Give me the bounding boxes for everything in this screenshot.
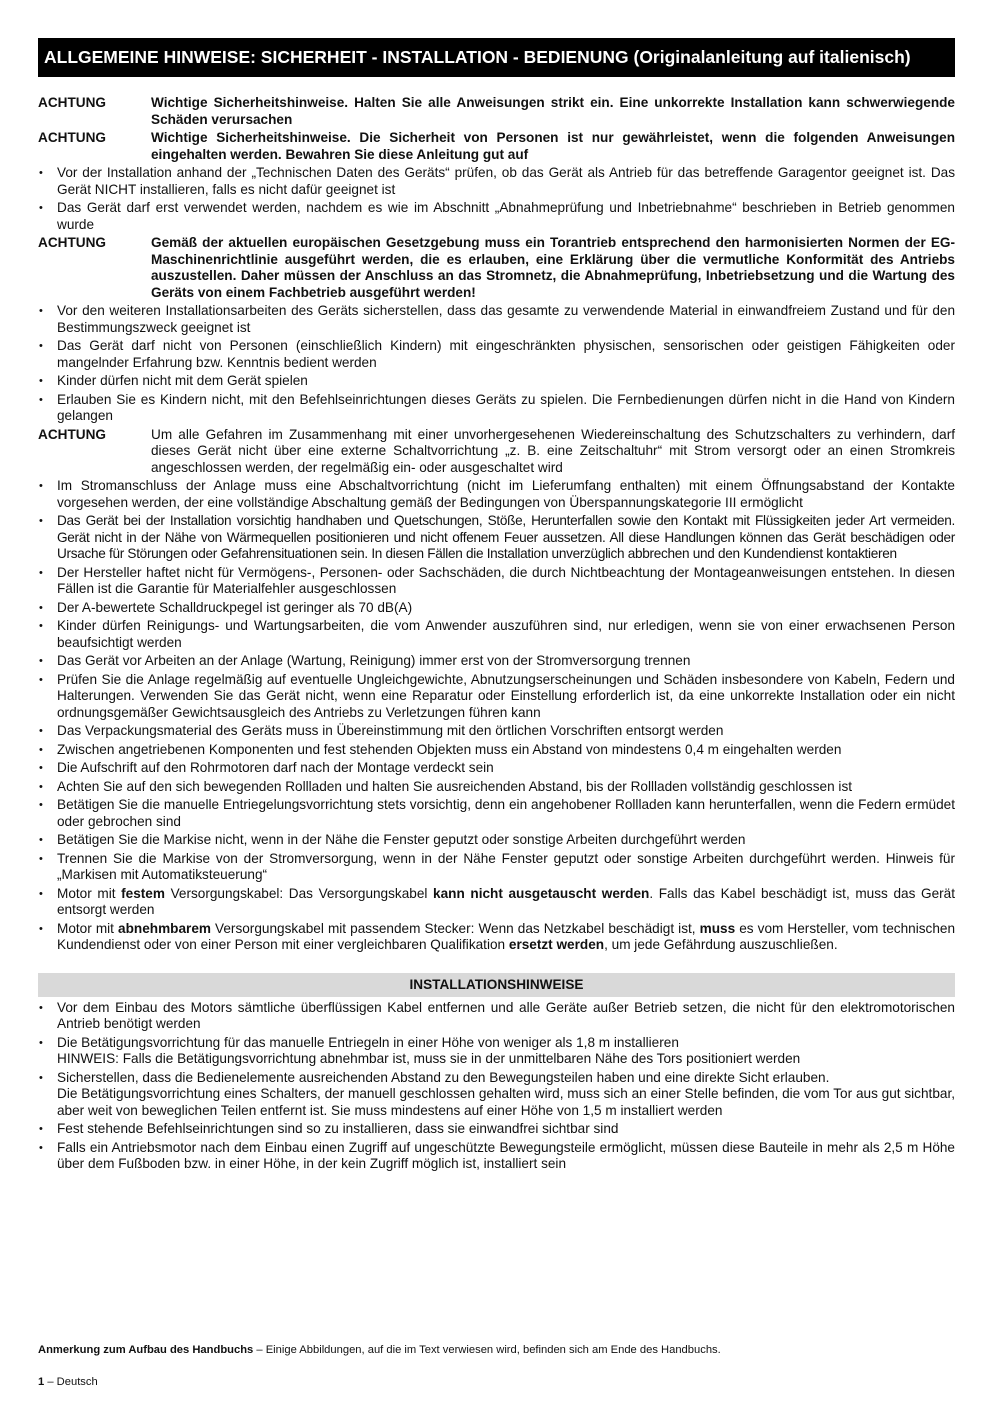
warning-label: ACHTUNG bbox=[38, 426, 106, 442]
list-item bbox=[38, 565, 955, 598]
bullet-icon: • bbox=[39, 725, 43, 737]
text-run: Motor mit bbox=[57, 920, 119, 936]
bullet-icon: • bbox=[39, 762, 43, 774]
text-run: . Falls das Kabel beschädigt ist, muss das Gerät entsorgt werden bbox=[57, 885, 956, 917]
bullet-icon: • bbox=[39, 515, 43, 527]
emphasis-not-replaceable: kann nicht ausgetauscht werden bbox=[433, 885, 650, 901]
bullet-icon: • bbox=[39, 305, 43, 317]
list-item-text: Erlauben Sie es Kindern nicht, mit den Befehlseinrichtungen dieses Geräts zu spielen. Die Fernbedienungen dürfen nicht in die Hand von Kindern gelangen bbox=[57, 391, 955, 423]
list-item-text: Der Hersteller haftet nicht für Vermögens-, Personen- oder Sachschäden, die durch Nichtbeachtung der Montageanweisungen entstehen. In diesen Fällen ist die Garantie für Materialfehler ausgeschlossen bbox=[57, 564, 955, 596]
bullet-icon: • bbox=[39, 1036, 43, 1049]
bullet-icon: • bbox=[39, 780, 43, 793]
list-item bbox=[38, 1121, 955, 1138]
text-line: Die Betätigungsvorrichtung eines Schalters, der manuell geschlossen gehalten wird, muss sich an einer Stelle befinden, die vom Tor aus gut sichtbar, aber weit von beweglichen Teilen entfernt ist. Sie muss mindestens auf einer Höhe von 1,5 m installiert werden bbox=[57, 1086, 955, 1118]
list-item bbox=[38, 478, 955, 511]
page-title: ALLGEMEINE HINWEISE: SICHERHEIT - INSTALLATION - BEDIENUNG (Originalanleitung auf italienisch) bbox=[38, 38, 955, 77]
list-item-text bbox=[57, 921, 955, 954]
list-item-text: Das Gerät darf nicht von Personen (einschließlich Kindern) mit eingeschränkten physischen, sensorischen oder geistigen Fähigkeiten oder mangelnder Erfahrung bzw. Kenntnis bedient werden bbox=[57, 338, 955, 370]
bullet-icon: • bbox=[39, 375, 43, 387]
bullet-icon: • bbox=[39, 834, 43, 846]
list-item bbox=[38, 513, 955, 563]
list-item-text: Im Stromanschluss der Anlage muss eine Abschaltvorrichtung (nicht im Lieferumfang enthalten) mit einem Öffnungsabstand der Kontakte vorgesehen werden, der eine vollständige Abschaltung gemäß der Bedingungen von Überspannungskategorie III ermöglicht bbox=[57, 478, 955, 510]
list-item-text: Zwischen angetriebenen Komponenten und fest stehenden Objekten muss ein Abstand von mindestens 0,4 m eingehalten werden bbox=[57, 741, 842, 757]
list-item bbox=[38, 851, 955, 884]
list-item-text: Vor der Installation anhand der „Technischen Daten des Geräts“ prüfen, ob das Gerät als Antrieb für das betreffende Garagentor geeignet ist. Das Gerät NICHT installieren, falls es nicht dafür geeignet ist bbox=[57, 165, 955, 197]
text-line: Die Betätigungsvorrichtung für das manuelle Entriegeln in einer Höhe von weniger als 1,8 m installieren bbox=[57, 1034, 679, 1050]
bullet-icon: • bbox=[39, 393, 43, 406]
note-label: Anmerkung zum Aufbau des Handbuchs bbox=[38, 1344, 254, 1356]
bullet-icon: • bbox=[39, 655, 43, 667]
list-item bbox=[38, 1070, 955, 1120]
text-run: Versorgungskabel mit passendem Stecker: Wenn das Netzkabel beschädigt ist, bbox=[210, 920, 700, 936]
list-item-text: Achten Sie auf den sich bewegenden Rollladen und halten Sie ausreichenden Abstand, bis der Rollladen vollständig geschlossen ist bbox=[57, 778, 853, 794]
list-item bbox=[38, 797, 955, 830]
list-item-text: Das Gerät darf erst verwendet werden, nachdem es wie im Abschnitt „Abnahmeprüfung und Inbetriebnahme“ beschrieben in Betrieb genommen wurde bbox=[57, 200, 955, 232]
list-item-text: Falls ein Antriebsmotor nach dem Einbau einen Zugriff auf ungeschützte Bewegungsteile ermöglicht, müssen diese Bauteile in mehr als 2,5 m Höhe über dem Fußboden bzw. in einer Höhe, in der kein Zugriff möglich ist, installiert sein bbox=[57, 1139, 955, 1171]
page-number-value: 1 bbox=[38, 1376, 45, 1388]
bullet-icon: • bbox=[39, 1071, 43, 1084]
bullet-icon: • bbox=[39, 1001, 43, 1014]
list-item bbox=[38, 653, 955, 670]
emphasis-removable-cable: abnehmbarem bbox=[118, 920, 211, 936]
bullet-icon: • bbox=[39, 1123, 43, 1135]
list-item bbox=[38, 200, 955, 233]
list-item bbox=[38, 832, 955, 849]
warning-text: Um alle Gefahren im Zusammenhang mit einer unvorhergesehenen Wiedereinschaltung des Schutzschalters zu verhindern, darf dieses Gerät nicht über eine externe Schaltvorrichtung „z. B. eine Zeitschaltuhr“ mit Strom versorgt oder an einen Stromkreis angeschlossen werden, der regelmäßig ein- oder ausgeschaltet wird bbox=[151, 426, 955, 475]
list-item-text: Betätigen Sie die Markise nicht, wenn in der Nähe die Fenster geputzt oder sonstige Arbeiten durchgeführt werden bbox=[57, 832, 746, 847]
warning-block bbox=[38, 95, 955, 128]
list-item-text: Der A-bewertete Schalldruckpegel ist geringer als 70 dB(A) bbox=[57, 599, 413, 615]
manual-page bbox=[38, 38, 955, 1175]
warning-block bbox=[38, 130, 955, 163]
list-item bbox=[38, 165, 955, 198]
warning-label: ACHTUNG bbox=[38, 235, 106, 250]
list-item-text: Das Gerät bei der Installation vorsichtig handhaben und Quetschungen, Stöße, Herunterfallen sowie den Kontakt mit Flüssigkeiten jeder Art vermeiden. Gerät nicht in der Nähe von Wärmequellen positionieren und nicht offenem Feuer aussetzen. All diese Handlungen können das Gerät beschädigen oder Ursache für Störungen oder Gefahrensituationen sein. In diesen Fällen die Installation unverzüglich abbrechen und den Kundendienst kontaktieren bbox=[57, 513, 955, 561]
page-number bbox=[38, 1374, 98, 1391]
list-item bbox=[38, 1000, 955, 1033]
list-item-text: Vor dem Einbau des Motors sämtliche überflüssigen Kabel entfernen und alle Geräte außer Betrieb setzen, die nicht für den elektromotorischen Antrieb benötigt werden bbox=[57, 999, 955, 1031]
bullet-icon: • bbox=[39, 887, 43, 900]
list-item bbox=[38, 723, 955, 740]
list-item-text: Kinder dürfen nicht mit dem Gerät spielen bbox=[57, 373, 308, 388]
list-item bbox=[38, 672, 955, 722]
list-item bbox=[38, 742, 955, 759]
text-run: Versorgungskabel: Das Versorgungskabel bbox=[164, 885, 434, 901]
page-language: – Deutsch bbox=[44, 1376, 98, 1388]
safety-section bbox=[38, 95, 955, 954]
bullet-icon: • bbox=[39, 852, 43, 865]
bullet-icon: • bbox=[39, 340, 43, 352]
list-item bbox=[38, 338, 955, 371]
installation-section bbox=[38, 1000, 955, 1173]
warning-label: ACHTUNG bbox=[38, 95, 106, 110]
list-item bbox=[38, 921, 955, 954]
list-item-text: Das Verpackungsmaterial des Geräts muss in Übereinstimmung mit den örtlichen Vorschriften entsorgt werden bbox=[57, 723, 724, 738]
warning-text: Wichtige Sicherheitshinweise. Halten Sie alle Anweisungen strikt ein. Eine unkorrekte Installation kann schwerwiegende Schäden verursachen bbox=[151, 95, 955, 127]
list-item-text bbox=[57, 886, 955, 919]
list-item bbox=[38, 1140, 955, 1173]
bullet-icon: • bbox=[39, 601, 43, 614]
warning-block bbox=[38, 235, 955, 301]
list-item bbox=[38, 392, 955, 425]
list-item-text: Die Aufschrift auf den Rohrmotoren darf nach der Montage verdeckt sein bbox=[57, 760, 494, 775]
manual-structure-note bbox=[38, 1342, 721, 1359]
list-item bbox=[38, 373, 955, 390]
bullet-icon: • bbox=[39, 167, 43, 179]
emphasis-replaced: ersetzt werden bbox=[508, 937, 605, 952]
list-item bbox=[38, 886, 955, 919]
bullet-icon: • bbox=[39, 480, 43, 492]
text-line: HINWEIS: Falls die Betätigungsvorrichtung abnehmbar ist, muss sie in der unmittelbaren Nähe des Tors positioniert werden bbox=[57, 1051, 801, 1066]
bullet-icon: • bbox=[39, 566, 43, 579]
list-item bbox=[38, 779, 955, 796]
list-item-text: Kinder dürfen Reinigungs- und Wartungsarbeiten, die vom Anwender auszuführen sind, nur erledigen, wenn sie von einer erwachsenen Person beaufsichtigt werden bbox=[57, 618, 955, 650]
list-item bbox=[38, 760, 955, 777]
list-item bbox=[38, 1035, 955, 1068]
bullet-icon: • bbox=[39, 202, 43, 214]
list-item-text bbox=[57, 1070, 955, 1120]
bullet-icon: • bbox=[39, 799, 43, 811]
warning-text: Wichtige Sicherheitshinweise. Die Sicherheit von Personen ist nur gewährleistet, wenn die folgenden Anweisungen eingehalten werden. Bewahren Sie diese Anleitung gut auf bbox=[151, 130, 955, 162]
emphasis-must: muss bbox=[699, 920, 736, 936]
text-run: es vom Hersteller, vom technischen Kundendienst oder von einer Person mit einer vergleichbaren Qualifikation bbox=[57, 920, 956, 952]
list-item-text bbox=[57, 1035, 955, 1068]
list-item-text: Trennen Sie die Markise von der Stromversorgung, wenn in der Nähe Fenster geputzt oder sonstige Arbeiten durchgeführt werden. Hinweis für „Markisen mit Automatiksteuerung“ bbox=[57, 850, 955, 882]
list-item-text: Fest stehende Befehlseinrichtungen sind so zu installieren, dass sie einwandfrei sichtbar sind bbox=[57, 1121, 619, 1136]
section-heading: INSTALLATIONSHINWEISE bbox=[38, 973, 955, 997]
list-item bbox=[38, 618, 955, 651]
note-text: – Einige Abbildungen, auf die im Text verwiesen wird, befinden sich am Ende des Handbuchs. bbox=[253, 1344, 721, 1356]
list-item bbox=[38, 303, 955, 336]
emphasis-fixed-cable: festem bbox=[121, 885, 165, 901]
list-item-text: Prüfen Sie die Anlage regelmäßig auf eventuelle Ungleichgewichte, Abnutzungserscheinungen und Schäden insbesondere von Kabeln, Federn und Halterungen. Verwenden Sie das Gerät nicht, wenn eine Reparatur oder Einstellung erforderlich ist, da eine unkorrekte Installation oder ein nicht ordnungsgemäßer Gewichtsausgleich des Antriebs zu Verletzungen führen kann bbox=[57, 671, 955, 720]
list-item-text: Das Gerät vor Arbeiten an der Anlage (Wartung, Reinigung) immer erst von der Stromversorgung trennen bbox=[57, 653, 691, 668]
warning-label: ACHTUNG bbox=[38, 130, 106, 145]
bullet-icon: • bbox=[39, 620, 43, 632]
bullet-icon: • bbox=[39, 743, 43, 756]
list-item bbox=[38, 600, 955, 617]
bullet-icon: • bbox=[39, 1141, 43, 1154]
list-item-text: Vor den weiteren Installationsarbeiten des Geräts sicherstellen, dass das gesamte zu verwendende Material in einwandfreiem Zustand und für den Bestimmungszweck geeignet ist bbox=[57, 303, 955, 335]
bullet-icon: • bbox=[39, 673, 43, 686]
list-item-text: Betätigen Sie die manuelle Entriegelungsvorrichtung stets vorsichtig, denn ein angehobener Rollladen kann herunterfallen, wenn die Federn ermüdet oder gebrochen sind bbox=[57, 797, 955, 829]
text-line: Sicherstellen, dass die Bedienelemente ausreichenden Abstand zu den Bewegungsteilen haben und eine direkte Sicht erlauben. bbox=[57, 1069, 830, 1085]
text-run: , um jede Gefährdung auszuschließen. bbox=[604, 937, 838, 952]
text-run: Motor mit bbox=[57, 885, 122, 901]
warning-block bbox=[38, 427, 955, 477]
warning-text: Gemäß der aktuellen europäischen Gesetzgebung muss ein Torantrieb entsprechend den harmonisierten Normen der EG-Maschinenrichtlinie ausgeführt werden, die es erlauben, eine Erklärung über die vermutliche Konformität des Antriebs auszustellen. Daher müssen der Anschluss an das Stromnetz, die Abnahmeprüfung, Inbetriebsetzung und die Wartung des Geräts von einem Fachbetrieb ausgeführt werden! bbox=[151, 235, 955, 300]
bullet-icon: • bbox=[39, 922, 43, 935]
